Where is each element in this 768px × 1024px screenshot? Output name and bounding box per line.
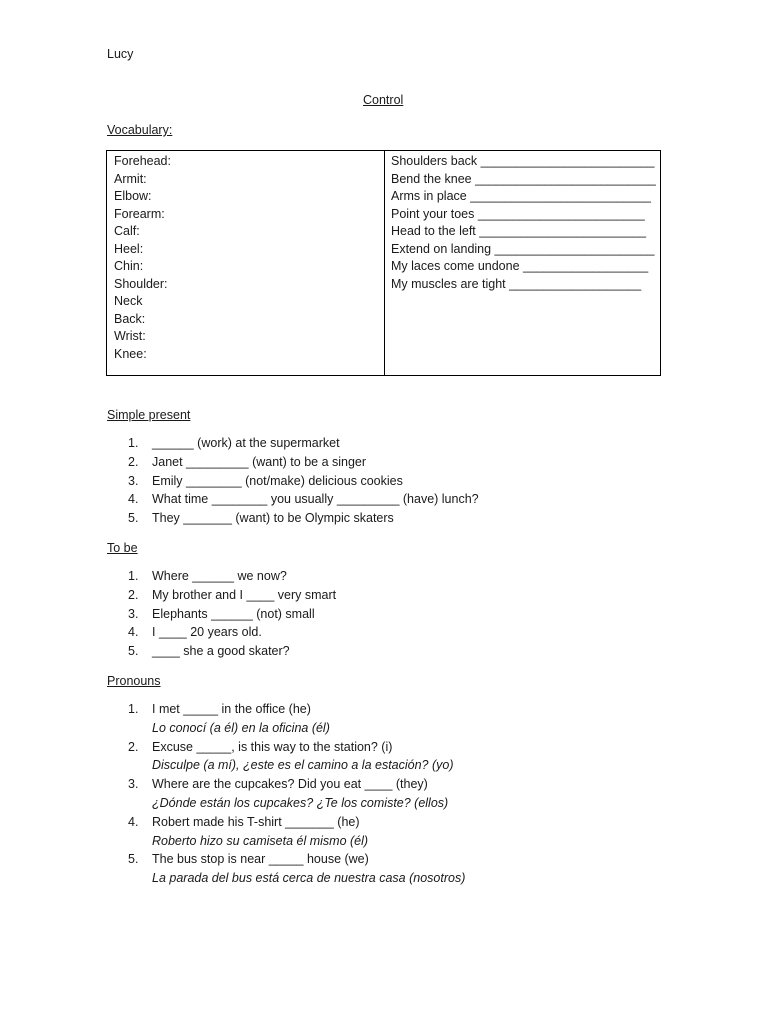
page-title: Control <box>363 93 404 107</box>
item-translation: Lo conocí (a él) en la oficina (él) <box>152 720 330 735</box>
item-number: 2. <box>128 739 139 754</box>
vocab-item: Forearm: <box>114 206 165 221</box>
vocab-item: Heel: <box>114 241 144 256</box>
list-item <box>107 623 336 642</box>
list-item <box>107 586 336 605</box>
item-number: 2. <box>128 587 139 602</box>
table-divider <box>384 151 385 375</box>
list-item <box>107 434 479 453</box>
phrase-item: Bend the knee __________________________ <box>391 171 656 186</box>
phrase-item: Head to the left ________________________ <box>391 224 647 238</box>
vocab-item: Elbow: <box>114 189 152 203</box>
student-name: Lucy <box>107 47 134 61</box>
vocabulary-left-column <box>114 153 171 363</box>
vocabulary-table <box>106 150 661 376</box>
item-number: 3. <box>128 606 139 621</box>
item-text: The bus stop is near _____ house (we) <box>152 852 369 867</box>
item-number: 4. <box>128 814 139 829</box>
list-item <box>107 453 479 472</box>
vocab-item: Chin: <box>114 259 144 273</box>
list-item <box>107 490 479 509</box>
item-text: Emily ________ (not/make) delicious cookies <box>152 473 403 488</box>
item-text: Excuse _____, is this way to the station? (i) <box>152 739 393 754</box>
to-be-list <box>107 567 336 661</box>
item-number: 5. <box>128 852 139 867</box>
vocab-item: Armit: <box>114 171 147 186</box>
item-text: Where ______ we now? <box>152 569 287 583</box>
list-item <box>107 472 479 491</box>
vocab-item: Forehead: <box>114 154 171 168</box>
list-item <box>107 738 465 776</box>
vocab-item: Shoulder: <box>114 276 168 291</box>
item-number: 3. <box>128 473 139 488</box>
list-item <box>107 775 465 813</box>
item-text: My brother and I ____ very smart <box>152 587 337 602</box>
item-text: What time ________ you usually _________ (have) lunch? <box>152 492 479 507</box>
item-text: ______ (work) at the supermarket <box>152 436 340 450</box>
item-number: 1. <box>128 436 139 450</box>
phrase-item: My laces come undone __________________ <box>391 259 649 273</box>
list-item <box>107 850 465 888</box>
list-item <box>107 813 465 851</box>
item-number: 5. <box>128 511 139 526</box>
vocab-item: Neck <box>114 294 143 308</box>
list-item <box>107 700 465 738</box>
to-be-heading: To be <box>107 541 138 555</box>
vocabulary-right-column <box>391 153 656 293</box>
phrase-item: Extend on landing _______________________ <box>391 241 655 256</box>
pronouns-heading: Pronouns <box>107 674 161 688</box>
item-number: 5. <box>128 644 139 659</box>
item-translation: La parada del bus está cerca de nuestra casa (nosotros) <box>152 871 466 886</box>
item-number: 1. <box>128 702 139 716</box>
item-text: ____ she a good skater? <box>152 644 290 659</box>
item-text: I ____ 20 years old. <box>152 625 262 640</box>
phrase-item: Shoulders back _________________________ <box>391 154 655 168</box>
item-text: Robert made his T-shirt _______ (he) <box>152 814 360 829</box>
item-number: 4. <box>128 625 139 640</box>
item-number: 1. <box>128 569 139 583</box>
item-number: 4. <box>128 492 139 507</box>
item-text: Janet _________ (want) to be a singer <box>152 454 367 469</box>
item-translation: Disculpe (a mí), ¿este es el camino a la estación? (yo) <box>152 758 454 773</box>
simple-present-list <box>107 434 479 528</box>
phrase-item: My muscles are tight ___________________ <box>391 276 642 291</box>
simple-present-heading: Simple present <box>107 408 191 422</box>
list-item <box>107 605 336 624</box>
item-number: 2. <box>128 454 139 469</box>
item-text: They _______ (want) to be Olympic skaters <box>152 511 394 526</box>
vocabulary-heading: Vocabulary: <box>107 123 173 137</box>
vocab-item: Knee: <box>114 346 147 361</box>
list-item <box>107 642 336 661</box>
item-translation: Roberto hizo su camiseta él mismo (él) <box>152 833 369 848</box>
list-item <box>107 509 479 528</box>
item-text: I met _____ in the office (he) <box>152 702 311 716</box>
vocab-item: Back: <box>114 311 146 326</box>
pronouns-list <box>107 700 465 888</box>
list-item <box>107 567 336 586</box>
item-text: Elephants ______ (not) small <box>152 606 315 621</box>
item-text: Where are the cupcakes? Did you eat ____ (they) <box>152 777 428 792</box>
phrase-item: Point your toes ________________________ <box>391 206 645 221</box>
vocab-item: Wrist: <box>114 329 146 343</box>
item-number: 3. <box>128 777 139 792</box>
vocab-item: Calf: <box>114 224 140 238</box>
item-translation: ¿Dónde están los cupcakes? ¿Te los comiste? (ellos) <box>152 795 449 810</box>
phrase-item: Arms in place __________________________ <box>391 189 651 203</box>
